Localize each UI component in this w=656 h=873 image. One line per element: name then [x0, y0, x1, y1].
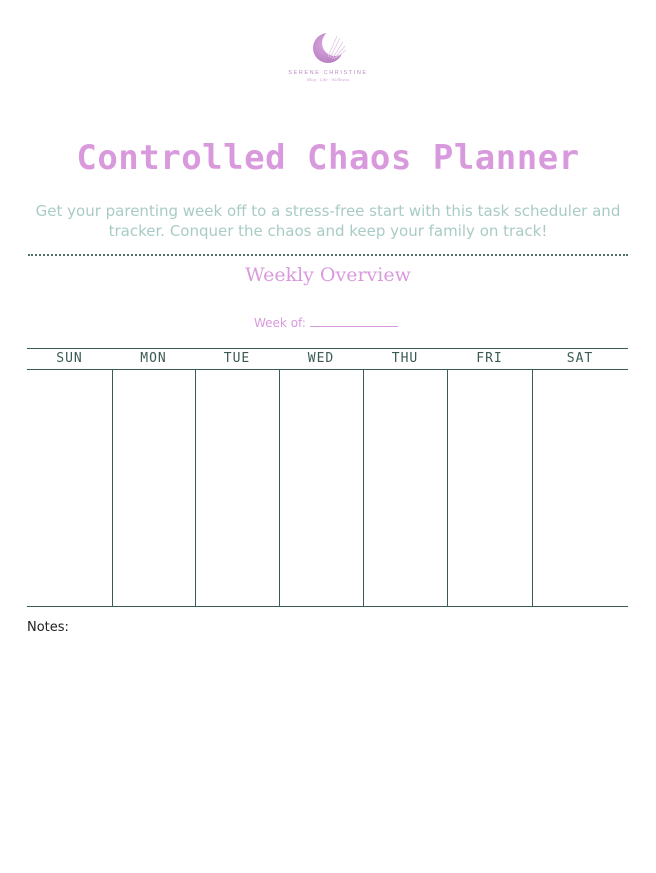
column-divider — [112, 369, 113, 606]
day-header-fri: FRI — [476, 351, 503, 366]
column-divider — [195, 369, 196, 606]
logo-brand-name: SERENE CHRISTINE — [288, 70, 368, 76]
week-of-blank-line[interactable] — [310, 317, 398, 327]
day-header-wed: WED — [307, 351, 335, 366]
day-cell-thu[interactable] — [364, 369, 447, 606]
logo-tagline: Blog · Life · Wellness — [306, 77, 350, 82]
weekday-body-row — [27, 369, 628, 607]
day-header-sat: SAT — [566, 351, 594, 366]
day-header-thu: THU — [391, 351, 419, 366]
day-cell-sat[interactable] — [533, 369, 628, 606]
section-title: Weekly Overview — [245, 264, 411, 286]
week-of-field[interactable] — [254, 316, 398, 330]
day-header-mon: MON — [140, 351, 167, 366]
day-cell-wed[interactable] — [280, 369, 363, 606]
column-divider — [363, 369, 364, 606]
page-title: Controlled Chaos Planner — [76, 138, 580, 178]
day-cell-tue[interactable] — [196, 369, 279, 606]
weekday-header-row — [27, 348, 628, 370]
day-cell-fri[interactable] — [448, 369, 532, 606]
crescent-moon-icon — [308, 28, 348, 68]
day-header-tue: TUE — [223, 351, 251, 366]
brand-logo — [270, 28, 386, 110]
day-cell-mon[interactable] — [113, 369, 195, 606]
dotted-divider — [28, 254, 628, 256]
column-divider — [532, 369, 533, 606]
page-subtitle: Get your parenting week off to a stress-free start with this task scheduler and tracker. Conquer the chaos and keep your family on track! — [35, 202, 621, 240]
weekly-grid — [27, 348, 628, 606]
day-cell-sun[interactable] — [27, 369, 112, 606]
day-header-sun: SUN — [56, 351, 83, 366]
column-divider — [279, 369, 280, 606]
week-of-label: Week of: — [254, 316, 306, 330]
notes-label: Notes: — [27, 620, 69, 635]
column-divider — [447, 369, 448, 606]
